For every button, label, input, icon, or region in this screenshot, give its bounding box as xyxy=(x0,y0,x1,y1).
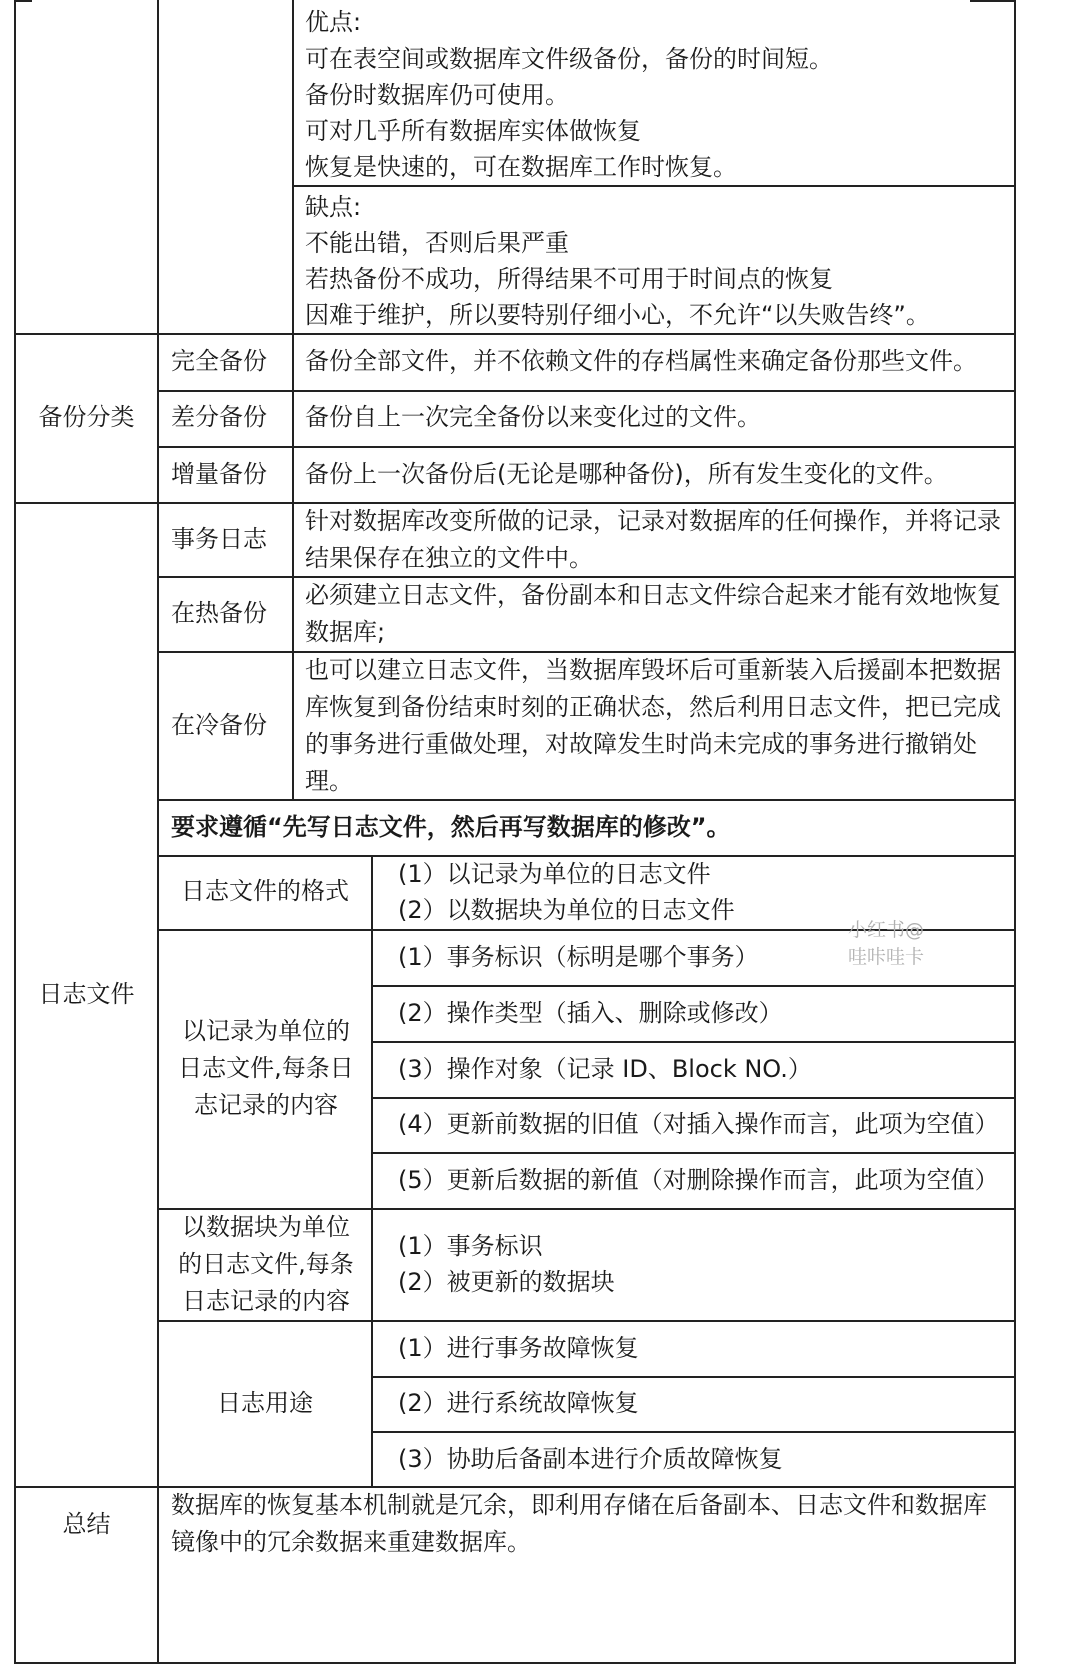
grid-h-rec-3 xyxy=(371,1097,1016,1099)
log-rule: 要求遵循“先写日志文件，然后再写数据库的修改”。 xyxy=(171,813,731,841)
watermark-line-1: 小红书@ xyxy=(848,919,925,941)
log-row-name: 事务日志 xyxy=(171,525,267,553)
block-unit-item: (1）事务标识 xyxy=(398,1232,543,1260)
grid-h-type-2 xyxy=(157,446,1016,448)
log-row-desc: 也可以建立日志文件，当数据库毁坏后可重新装入后援副本把数据库恢复到备份结束时刻的正确状态，然后利用日志文件，把已完成的事务进行重做处理，对故障发生时尚未完成的事务进行撤销处理。 xyxy=(305,656,1001,795)
record-unit-label: 以记录为单位的日志文件,每条日志记录的内容 xyxy=(178,1017,354,1119)
grid-v3 xyxy=(371,855,373,1488)
pros-line: 恢复是快速的，可在数据库工作时恢复。 xyxy=(305,153,737,181)
backup-type-name: 差分备份 xyxy=(171,403,267,431)
log-usage-item: (1）进行事务故障恢复 xyxy=(398,1334,639,1362)
backup-type-desc: 备份全部文件，并不依赖文件的存档属性来确定备份那些文件。 xyxy=(305,347,977,375)
log-row-name: 在冷备份 xyxy=(171,711,267,739)
log-row-desc: 针对数据库改变所做的记录，记录对数据库的任何操作，并将记录结果保存在独立的文件中。 xyxy=(305,507,1001,572)
table-border-right xyxy=(1014,0,1016,1664)
cons-line: 若热备份不成功，所得结果不可用于时间点的恢复 xyxy=(305,265,833,293)
pros-line: 可对几乎所有数据库实体做恢复 xyxy=(305,117,641,145)
grid-h-type-1 xyxy=(157,390,1016,392)
log-format-label: 日志文件的格式 xyxy=(181,877,349,905)
grid-h-rec-4 xyxy=(371,1152,1016,1154)
grid-h-rec-2 xyxy=(371,1041,1016,1043)
grid-v2 xyxy=(292,0,294,799)
grid-h-block-end xyxy=(157,1320,1016,1322)
summary-label: 总结 xyxy=(62,1510,111,1538)
backup-type-name: 完全备份 xyxy=(171,347,267,375)
cons-line: 不能出错，否则后果严重 xyxy=(305,229,569,257)
log-files-label: 日志文件 xyxy=(38,980,135,1008)
log-usage-label: 日志用途 xyxy=(217,1389,313,1417)
log-row-name: 在热备份 xyxy=(171,599,267,627)
grid-h-use-2 xyxy=(371,1431,1016,1433)
pros-line: 备份时数据库仍可使用。 xyxy=(305,81,569,109)
backup-type-desc: 备份上一次备份后(无论是哪种备份)，所有发生变化的文件。 xyxy=(305,460,948,488)
grid-h-use-1 xyxy=(371,1376,1016,1378)
watermark-line-2: 哇咔哇卡 xyxy=(848,946,925,968)
pros-line: 可在表空间或数据库文件级备份，备份的时间短。 xyxy=(305,45,833,73)
grid-v1 xyxy=(157,0,159,1488)
log-format-item: (2）以数据块为单位的日志文件 xyxy=(398,896,735,924)
block-unit-label: 以数据块为单位的日志文件,每条日志记录的内容 xyxy=(178,1213,354,1315)
grid-v-summary xyxy=(157,1488,159,1664)
cons-line: 因难于维护，所以要特别仔细小心，不允许“以失败告终”。 xyxy=(305,301,930,329)
table-top-stub-left xyxy=(14,0,32,2)
grid-h-rec-1 xyxy=(371,985,1016,987)
backup-type-desc: 备份自上一次完全备份以来变化过的文件。 xyxy=(305,403,761,431)
record-unit-item: (2）操作类型（插入、删除或修改） xyxy=(398,999,783,1027)
table-top-stub-right xyxy=(970,0,1016,2)
log-format-item: (1）以记录为单位的日志文件 xyxy=(398,860,711,888)
grid-h-bottom xyxy=(14,1662,1016,1664)
block-unit-item: (2）被更新的数据块 xyxy=(398,1268,615,1296)
log-usage-item: (2）进行系统故障恢复 xyxy=(398,1389,639,1417)
record-unit-item: (1）事务标识（标明是哪个事务） xyxy=(398,943,759,971)
log-row-desc: 必须建立日志文件，备份副本和日志文件综合起来才能有效地恢复数据库; xyxy=(305,581,1001,646)
cons-heading: 缺点: xyxy=(305,193,362,221)
record-unit-item: (5）更新后数据的新值（对删除操作而言，此项为空值） xyxy=(398,1166,999,1194)
record-unit-item: (3）操作对象（记录 ID、Block NO.） xyxy=(398,1055,812,1083)
log-usage-item: (3）协助后备副本进行介质故障恢复 xyxy=(398,1445,783,1473)
backup-types-label: 备份分类 xyxy=(38,403,135,431)
table-border-left xyxy=(14,0,16,1664)
backup-type-name: 增量备份 xyxy=(171,460,267,488)
pros-heading: 优点: xyxy=(305,8,362,36)
summary-text: 数据库的恢复基本机制就是冗余，即利用存储在后备副本、日志文件和数据库镜像中的冗余数据来重建数据库。 xyxy=(171,1491,987,1556)
record-unit-item: (4）更新前数据的旧值（对插入操作而言，此项为空值） xyxy=(398,1110,999,1138)
